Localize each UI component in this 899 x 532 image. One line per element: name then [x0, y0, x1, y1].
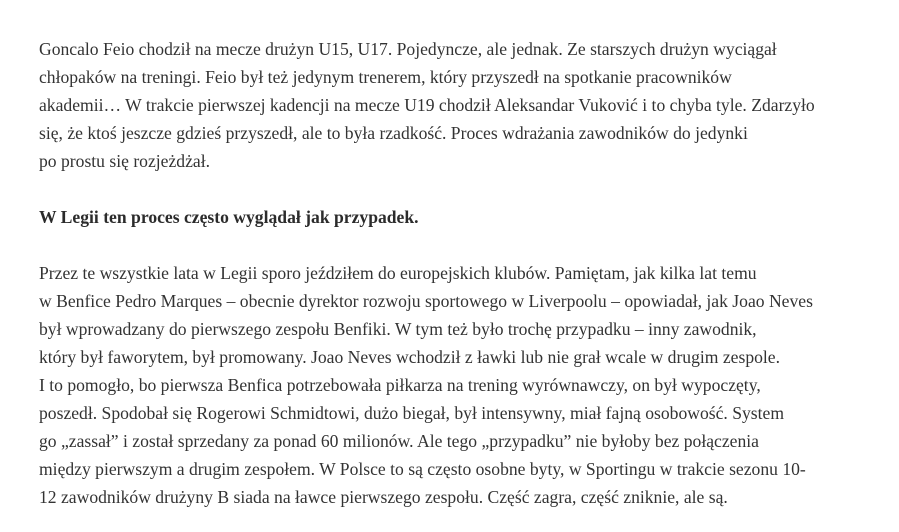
text-line: I to pomogło, bo pierwsza Benfica potrzebowała piłkarza na trening wyrównawczy, on był wypoczęty, — [39, 375, 761, 395]
text-line: poszedł. Spodobał się Rogerowi Schmidtowi, dużo biegał, był intensywny, miał fajną osobowość. System — [39, 403, 785, 423]
text-line: w Benfice Pedro Marques – obecnie dyrektor rozwoju sportowego w Liverpoolu – opowiadał, jak Joao Neves — [39, 291, 813, 311]
text-line: po prostu się rozjeżdżał. — [39, 151, 210, 171]
article-body — [39, 35, 869, 511]
text-line: który był faworytem, był promowany. Joao Neves wchodził z ławki lub nie grał wcale w drugim zespole. — [39, 347, 781, 367]
text-line: się, że ktoś jeszcze gdzieś przyszedł, ale to była rzadkość. Proces wdrażania zawodników do jedynki — [39, 123, 748, 143]
text-line: Goncalo Feio chodził na mecze drużyn U15, U17. Pojedyncze, ale jednak. Ze starszych drużyn wyciągał — [39, 39, 777, 59]
text-line: 12 zawodników drużyny B siada na ławce pierwszego zespołu. Część zagra, część zniknie, ale są. — [39, 487, 728, 507]
text-line: był wprowadzany do pierwszego zespołu Benfiki. W tym też było trochę przypadku – inny zawodnik, — [39, 319, 757, 339]
answer-paragraph-2 — [39, 259, 869, 511]
interview-question: W Legii ten proces często wyglądał jak przypadek. — [39, 207, 419, 227]
text-line: akademii… W trakcie pierwszej kadencji na mecze U19 chodził Aleksandar Vuković i to chyba tyle. Zdarzyło — [39, 95, 815, 115]
text-line: Przez te wszystkie lata w Legii sporo jeździłem do europejskich klubów. Pamiętam, jak kilka lat temu — [39, 263, 757, 283]
text-line: chłopaków na treningi. Feio był też jedynym trenerem, który przyszedł na spotkanie pracowników — [39, 67, 732, 87]
text-line: między pierwszym a drugim zespołem. W Polsce to są często osobne byty, w Sportingu w trakcie sezonu 10- — [39, 459, 806, 479]
text-line: go „zassał” i został sprzedany za ponad 60 milionów. Ale tego „przypadku” nie byłoby bez połączenia — [39, 431, 759, 451]
answer-paragraph-1 — [39, 35, 869, 175]
